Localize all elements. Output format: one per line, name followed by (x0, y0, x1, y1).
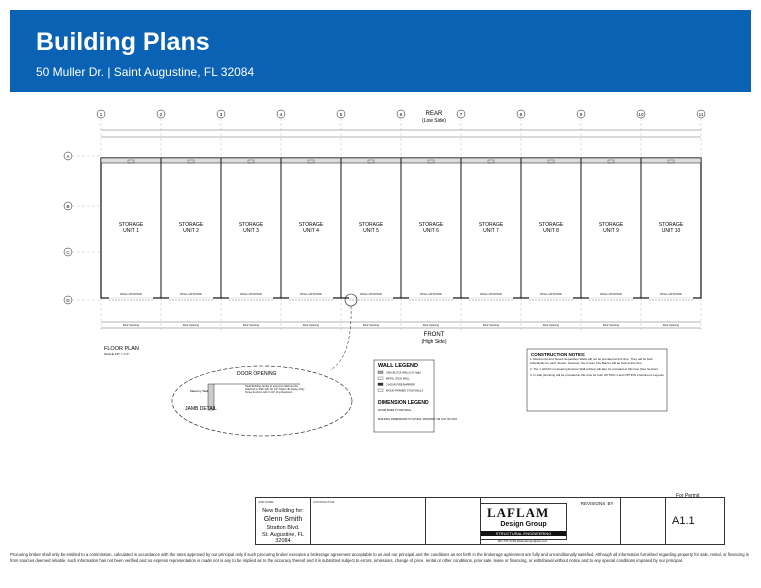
unit-number: UNIT 7 (483, 228, 499, 234)
grid-column-label: 2 (159, 112, 163, 117)
header-banner (10, 10, 751, 92)
jamb-note: Steel Building Jambs to extend to Slab and be attached to Slab with (2) 1/2" Tilgen HD Heavy Duty Screw Anchors with 3 1/2" of embedment (245, 385, 305, 395)
construction-note: 2. The 1 HOUR non-bearing Exterior Wall at Rear will also be provided at this time (See Section) (530, 366, 659, 371)
jamb-masonry-label: Masonry Wall (190, 389, 209, 393)
unit-number: UNIT 8 (543, 228, 559, 234)
construction-note: 3. In slab plumbing will be provided at this time for both OPTION 1 and OPTION 2 Restroom Layouts (530, 372, 664, 377)
sheet-number: A1.1 (672, 515, 695, 527)
unit-number: UNIT 6 (423, 228, 439, 234)
door-opening-dimension: Door Opening (242, 324, 260, 327)
roll-up-door-label: ROLL-UP DOOR (240, 292, 262, 296)
logo-sub-text: Design Group (500, 521, 547, 528)
grid-column-label: 8 (519, 112, 523, 117)
door-opening-dimension: Door Opening (302, 324, 320, 327)
unit-name: STORAGE (238, 222, 264, 228)
unit-number: UNIT 3 (243, 228, 259, 234)
grid-column-label: 3 (219, 112, 223, 117)
grid-column-label: 10 (638, 112, 644, 117)
roll-up-door-label: ROLL-UP DOOR (360, 292, 382, 296)
unit-name: STORAGE (118, 222, 144, 228)
wall-legend-item: 2 HOUR FIRE BARRIER (386, 383, 415, 387)
floor-plan-svg (0, 100, 761, 520)
sheet-info-cell (621, 498, 666, 544)
grid-row-label: B (66, 203, 70, 209)
roll-up-door-label: ROLL-UP DOOR (300, 292, 322, 296)
contractor-cell (311, 498, 426, 544)
grid-column-label: 9 (579, 112, 583, 117)
unit-name: STORAGE (478, 222, 504, 228)
floor-plan-title: FLOOR PLAN (104, 346, 139, 352)
roll-up-door-label: ROLL-UP DOOR (120, 292, 142, 296)
by-label: BY (607, 501, 614, 506)
dimension-legend-item: ROOM SIZES TO DRYWALL (378, 409, 412, 412)
contractor-label: CONTRACTOR: (313, 500, 335, 504)
unit-name: STORAGE (358, 222, 384, 228)
grid-column-label: 11 (698, 112, 704, 117)
construction-notes-title: CONSTRUCTION NOTES: (531, 352, 586, 357)
engineer-cell (426, 498, 481, 544)
grid-column-label: 5 (339, 112, 343, 117)
job-name-label: JOB NAME: (258, 500, 275, 504)
logo-main-text: LAFLAM (487, 505, 550, 520)
wall-legend-item: METAL STUD WALL (386, 377, 410, 381)
door-opening-dimension: Door Opening (482, 324, 500, 327)
unit-number: UNIT 9 (603, 228, 619, 234)
wall-legend-swatch (378, 383, 383, 386)
wall-legend-title: WALL LEGEND (378, 363, 418, 369)
job-line-2: Glenn Smith (263, 516, 303, 523)
grid-column-label: 7 (459, 112, 463, 117)
jamb-door-opening-label: DOOR OPENING (237, 371, 277, 377)
door-opening-dimension: Door Opening (362, 324, 380, 327)
door-opening-dimension: Door Opening (182, 324, 200, 327)
unit-name: STORAGE (658, 222, 684, 228)
job-name-cell (256, 498, 311, 544)
grid-row-label: C (66, 249, 70, 255)
job-line-1: New Building for: (262, 508, 304, 514)
laflam-logo (480, 503, 567, 540)
unit-name: STORAGE (538, 222, 564, 228)
wall-legend-swatch (378, 389, 383, 392)
door-opening-dimension: Door Opening (662, 324, 680, 327)
jamb-leader (330, 306, 351, 370)
construction-note: 1. Restrooms and Tenant Separation Walls will not be provided at this time. They will be built individually for each Tenant. However, the 2 Hour Fire Barrier will be built at this time. (530, 358, 653, 365)
for-permit-label: For Permit (676, 493, 700, 499)
jamb-detail-title: JAMB DETAIL (185, 406, 217, 412)
page-title: Building Plans (36, 28, 210, 56)
unit-number: UNIT 5 (363, 228, 379, 234)
wall-legend-item: WOOD FRAMED STUD WALLS (386, 389, 424, 393)
revisions-label: REVISIONS (580, 501, 606, 506)
logo-sub2-text: STRUCTURAL ENGINEERING (481, 531, 566, 536)
page-subtitle: 50 Muller Dr. | Saint Augustine, FL 32084 (36, 65, 255, 79)
grid-column-label: 4 (279, 112, 283, 117)
door-opening-dimension: Door Opening (422, 324, 440, 327)
floor-plan-drawing (0, 100, 761, 520)
by-cell (601, 498, 621, 544)
roll-up-door-label: ROLL-UP DOOR (480, 292, 502, 296)
front-label: FRONT (423, 332, 445, 338)
job-line-4: St. Augustine, FL 32084 (262, 532, 304, 544)
unit-number: UNIT 10 (661, 228, 681, 234)
unit-name: STORAGE (598, 222, 624, 228)
grid-row-label: D (66, 297, 70, 303)
unit-number: UNIT 1 (123, 228, 139, 234)
unit-name: STORAGE (178, 222, 204, 228)
unit-number: UNIT 2 (183, 228, 199, 234)
contact-info: 904.797.3749 laflamdesign@aol.com (497, 539, 548, 543)
unit-name: STORAGE (298, 222, 324, 228)
grid-column-label: 6 (399, 112, 403, 117)
wall-legend-swatch (378, 371, 383, 374)
front-sublabel: (High Side) (421, 339, 447, 345)
roll-up-door-label: ROLL-UP DOOR (660, 292, 682, 296)
roll-up-door-label: ROLL-UP DOOR (540, 292, 562, 296)
job-line-3: Stratton Blvd. (266, 525, 300, 531)
unit-name: STORAGE (418, 222, 444, 228)
disclaimer-text: Procuring broker shall only be entitled to a commission, calculated in accordance with the rates approved by our principal only if such procuring broker executes a brokerage agreement acceptable to us and our principal and the conditions as set forth in the brokerage agreement are fully and unconditionally satisfied. Although all information furnished regarding property for sale, rental, or financing is from sources deemed reliable, such information has not been verified and no express representation is made nor is any to be implied as to the accuracy thereof and it is submitted subject to errors, omissions, change of price, rental or other conditions, prior sale, lease or financing, or withdrawal without notice and to any special conditions imposed by our principal. (10, 552, 749, 563)
dimension-legend-item: BUILDING DIMENSIONS TO STUDS, MASONRY OR OUT OF CMT (378, 418, 458, 421)
door-opening-dimension: Door Opening (602, 324, 620, 327)
door-opening-dimension: Door Opening (542, 324, 560, 327)
roll-up-door-label: ROLL-UP DOOR (600, 292, 622, 296)
grid-row-label: A (66, 153, 70, 159)
wall-legend-item: CMU BLOCK WALLS (4' high) (386, 371, 421, 375)
door-opening-dimension: Door Opening (122, 324, 140, 327)
roll-up-door-label: ROLL-UP DOOR (180, 292, 202, 296)
grid-column-label: 1 (99, 112, 103, 117)
unit-number: UNIT 4 (303, 228, 319, 234)
construction-notes-list (530, 358, 665, 378)
rear-sublabel: (Low Side) (422, 118, 446, 124)
wall-legend-swatch (378, 377, 383, 380)
dimension-legend-title: DIMENSION LEGEND (378, 400, 429, 406)
rear-label: REAR (425, 111, 443, 117)
roll-up-door-label: ROLL-UP DOOR (420, 292, 442, 296)
floor-plan-scale: SCALE 1/8" = 1'-0" (104, 352, 130, 356)
